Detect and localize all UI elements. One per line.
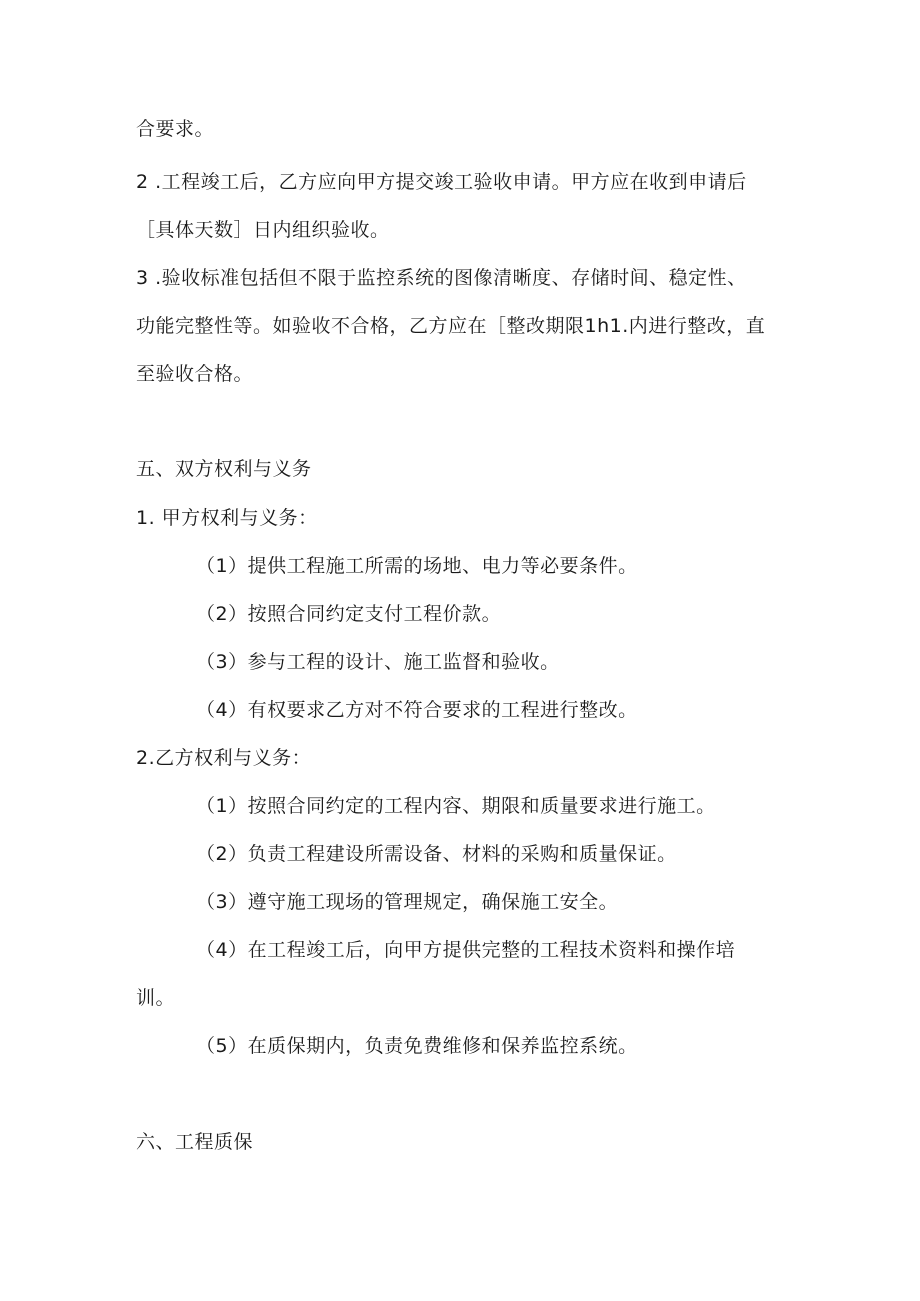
paragraph-line: 合要求。 [136,118,215,140]
clause-item: 3 .验收标准包括但不限于监控系统的图像清晰度、存储时间、稳定性、 [136,267,747,289]
list-item: （4）在工程竣工后，向甲方提供完整的工程技术资料和操作培 [196,939,736,961]
paragraph-line: 至验收合格。 [136,363,254,385]
list-item: （4）有权要求乙方对不符合要求的工程进行整改。 [196,699,638,721]
paragraph-line: 功能完整性等。如验收不合格，乙方应在［整改期限1h1.内进行整改，直 [136,315,766,337]
list-item: （1）提供工程施工所需的场地、电力等必要条件。 [196,555,638,577]
section-heading: 六、工程质保 [136,1131,254,1153]
list-item: （5）在质保期内，负责免费维修和保养监控系统。 [196,1035,638,1057]
list-item: （2）负责工程建设所需设备、材料的采购和质量保证。 [196,843,677,865]
list-item: （2）按照合同约定支付工程价款。 [196,603,502,625]
subsection-heading: 1. 甲方权利与义务： [136,507,318,529]
list-item: （3）参与工程的设计、施工监督和验收。 [196,651,560,673]
paragraph-line: 训。 [136,987,176,1009]
section-heading: 五、双方权利与义务 [136,458,312,480]
list-item: （1）按照合同约定的工程内容、期限和质量要求进行施工。 [196,795,716,817]
clause-item: 2 .工程竣工后，乙方应向甲方提交竣工验收申请。甲方应在收到申请后 [136,171,747,193]
subsection-heading: 2.乙方权利与义务： [136,747,312,769]
paragraph-line: ［具体天数］日内组织验收。 [136,219,390,241]
list-item: （3）遵守施工现场的管理规定，确保施工安全。 [196,891,619,913]
